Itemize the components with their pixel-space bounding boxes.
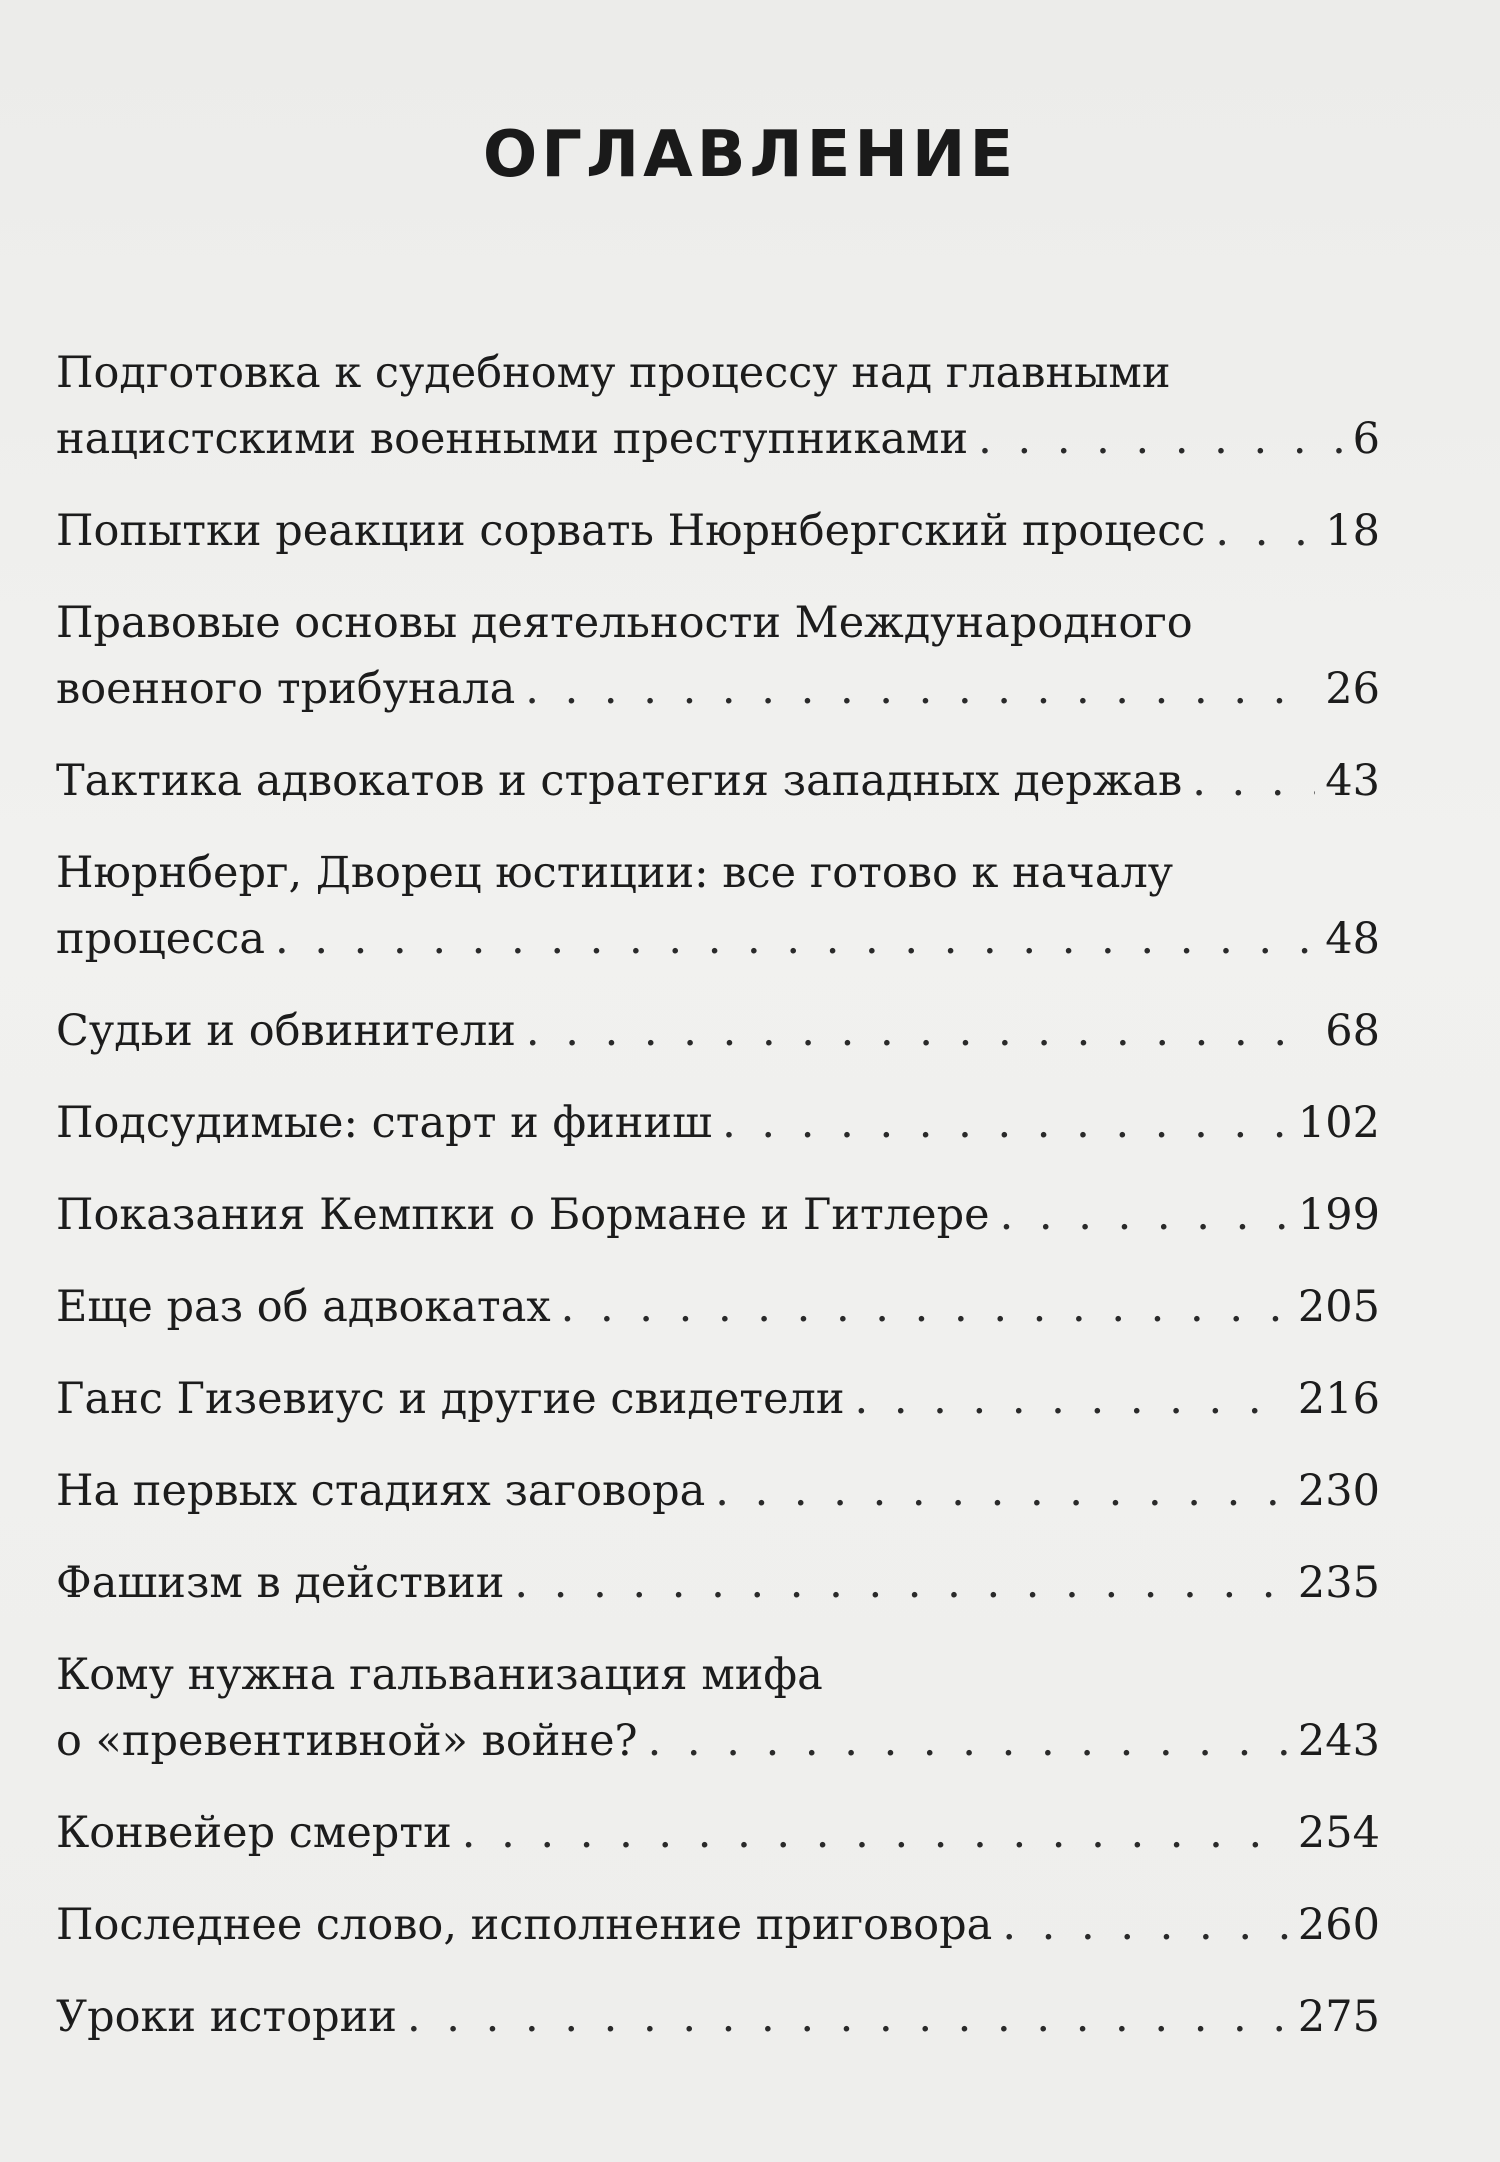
toc-entry[interactable] xyxy=(56,1182,1380,1248)
dot-leader xyxy=(715,1458,1288,1524)
toc-entry[interactable] xyxy=(56,1984,1380,2050)
toc-entry-title-line: Правовые основы деятельности Международного xyxy=(56,598,1193,648)
toc-entry[interactable] xyxy=(56,1274,1380,1340)
toc-entry-title-line: Конвейер смерти xyxy=(56,1808,452,1858)
toc-entry[interactable] xyxy=(56,590,1380,722)
toc-entry-title-line: На первых стадиях заговора xyxy=(56,1466,706,1516)
toc-entry-page-number: 243 xyxy=(1297,1716,1380,1766)
dot-leader xyxy=(407,1984,1288,2050)
dot-leader xyxy=(275,906,1315,972)
toc-entry-title-line: Показания Кемпки о Бормане и Гитлере xyxy=(56,1190,990,1240)
toc-entry-page-number: 26 xyxy=(1325,664,1380,714)
toc-entry[interactable] xyxy=(56,1550,1380,1616)
toc-entry-title-line: о «превентивной» войне? xyxy=(56,1716,638,1766)
toc-entry[interactable] xyxy=(56,1892,1380,1958)
toc-entry[interactable] xyxy=(56,1366,1380,1432)
dot-leader xyxy=(525,656,1315,722)
toc-entry-title-line: Еще раз об адвокатах xyxy=(56,1282,551,1332)
toc-entry-title-line: процесса xyxy=(56,914,265,964)
toc-entry-page-number: 230 xyxy=(1297,1466,1380,1516)
toc-entry-title-line: Нюрнберг, Дворец юстиции: все готово к началу xyxy=(56,848,1174,898)
toc-entry-page-number: 6 xyxy=(1352,414,1380,464)
toc-entry-page-number: 205 xyxy=(1297,1282,1380,1332)
toc-entry-title-line: Ганс Гизевиус и другие свидетели xyxy=(56,1374,845,1424)
toc-entry-page-number: 68 xyxy=(1325,1006,1380,1056)
toc-entry-page-number: 216 xyxy=(1297,1374,1380,1424)
toc-entry-page-number: 102 xyxy=(1297,1098,1380,1148)
dot-leader xyxy=(855,1366,1288,1432)
toc-entry-title-line: Попытки реакции сорвать Нюрнбергский процесс xyxy=(56,506,1206,556)
toc-entry-page-number: 18 xyxy=(1325,506,1380,556)
dot-leader xyxy=(722,1090,1288,1156)
toc-entry-title-line: Тактика адвокатов и стратегия западных держав xyxy=(56,756,1183,806)
dot-leader xyxy=(978,406,1343,472)
dot-leader xyxy=(648,1708,1288,1774)
dot-leader xyxy=(561,1274,1288,1340)
dot-leader xyxy=(526,998,1315,1064)
toc-entry-page-number: 43 xyxy=(1325,756,1380,806)
toc-entry-title-line: военного трибунала xyxy=(56,664,516,714)
dot-leader xyxy=(1002,1892,1288,1958)
toc-entry[interactable] xyxy=(56,1800,1380,1866)
toc-entry[interactable] xyxy=(56,840,1380,972)
toc-entry[interactable] xyxy=(56,998,1380,1064)
toc-entry-page-number: 275 xyxy=(1297,1992,1380,2042)
toc-entry-title-line: Подготовка к судебному процессу над главными xyxy=(56,348,1171,398)
dot-leader xyxy=(514,1550,1288,1616)
toc-entry[interactable] xyxy=(56,748,1380,814)
toc-entry-title-line: Последнее слово, исполнение приговора xyxy=(56,1900,993,1950)
toc-entry-page-number: 48 xyxy=(1325,914,1380,964)
toc-entry-title-line: Судьи и обвинители xyxy=(56,1006,516,1056)
toc-entry-title-line: Кому нужна гальванизация мифа xyxy=(56,1650,823,1700)
dot-leader xyxy=(1192,748,1315,814)
toc-entry[interactable] xyxy=(56,498,1380,564)
toc-entry[interactable] xyxy=(56,340,1380,472)
toc-entry[interactable] xyxy=(56,1090,1380,1156)
toc-entry-title-line: Уроки истории xyxy=(56,1992,397,2042)
toc-entry-page-number: 199 xyxy=(1297,1190,1380,1240)
toc-entry-title-line: нацистскими военными преступниками xyxy=(56,414,969,464)
toc-entry-page-number: 235 xyxy=(1297,1558,1380,1608)
dot-leader xyxy=(1000,1182,1288,1248)
toc-entry-page-number: 260 xyxy=(1297,1900,1380,1950)
toc-entry[interactable] xyxy=(56,1642,1380,1774)
toc-entry-title-line: Подсудимые: старт и финиш xyxy=(56,1098,713,1148)
dot-leader xyxy=(1215,498,1315,564)
toc-entry[interactable] xyxy=(56,1458,1380,1524)
page-title: ОГЛАВЛЕНИЕ xyxy=(482,118,1018,192)
dot-leader xyxy=(462,1800,1288,1866)
toc-entry-title-line: Фашизм в действии xyxy=(56,1558,505,1608)
table-of-contents xyxy=(56,340,1380,2076)
toc-entry-page-number: 254 xyxy=(1297,1808,1380,1858)
